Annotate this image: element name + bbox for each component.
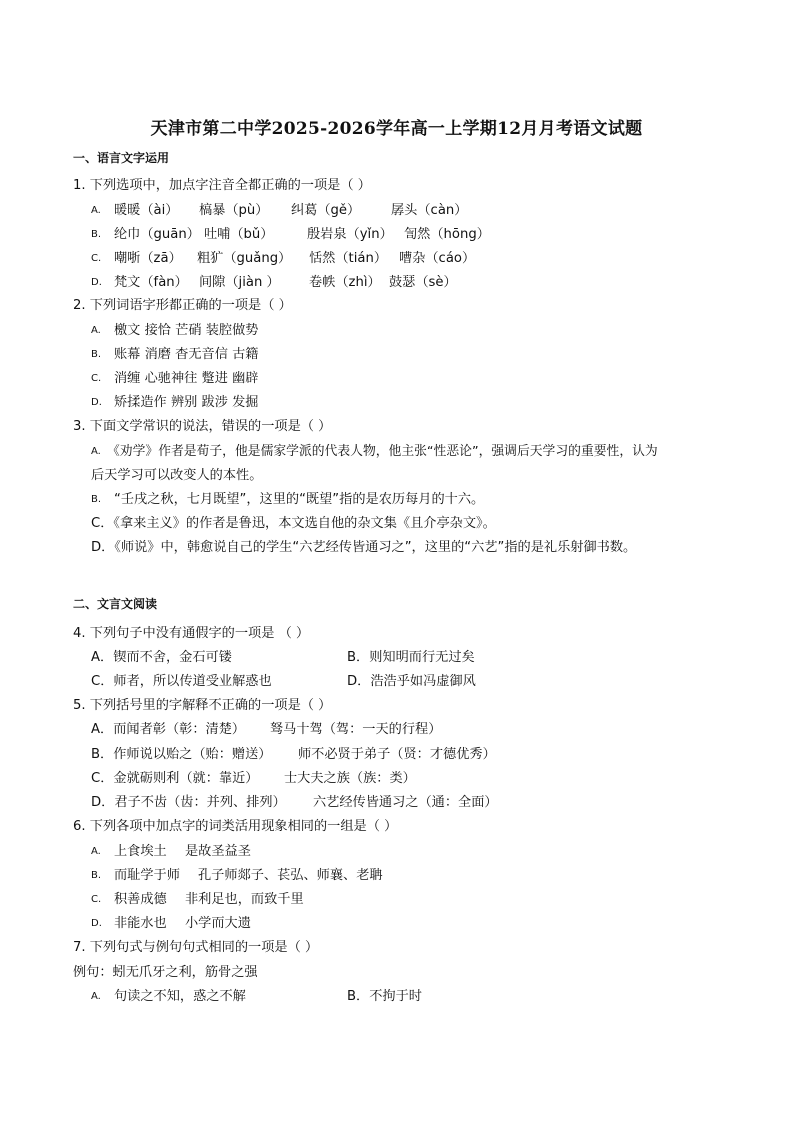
- question-5-option-a-part1: A．而闻者彰（彰：清楚）: [91, 722, 246, 737]
- question-5-option-d-part2: 六艺经传皆通习之（通：全面）: [313, 795, 498, 810]
- question-3-option-a-cont: 后天学习可以改变人的本性。: [91, 468, 263, 483]
- question-4-option-a: A．锲而不舍，金石可镂: [91, 650, 232, 665]
- question-7-stem: 7. 下列句式与例句句式相同的一项是（ ）: [73, 940, 319, 955]
- question-5-stem: 5. 下列括号里的字解释不正确的一项是（ ）: [73, 698, 332, 713]
- question-6-stem: 6. 下列各项中加点字的词类活用现象相同的一组是（ ）: [73, 819, 398, 834]
- question-5-option-c-part2: 士大夫之族（族：类）: [284, 771, 416, 786]
- question-3-option-d: D．《师说》中，韩愈说自己的学生“六艺经传皆通习之”，这里的“六艺”指的是礼乐射御书数。: [91, 540, 637, 555]
- question-4-stem: 4. 下列句子中没有通假字的一项是 （ ）: [73, 626, 310, 641]
- question-4-option-c: C．师者，所以传道受业解惑也: [91, 674, 272, 689]
- question-7-example: 例句：蚓无爪牙之利，筋骨之强: [73, 965, 258, 980]
- question-5-option-b-part1: B．作师说以贻之（贻：赠送）: [91, 747, 272, 762]
- section-heading-classical: 二、文言文阅读: [73, 597, 158, 611]
- question-5-option-b-part2: 师不必贤于弟子（贤：才德优秀）: [298, 747, 496, 762]
- question-3-stem: 3. 下面文学常识的说法，错误的一项是（ ）: [73, 419, 332, 434]
- question-3-option-c: C．《拿来主义》的作者是鲁迅，本文选自他的杂文集《且介亭杂文》。: [91, 516, 496, 531]
- question-5-option-c-part1: C．金就砺则利（就：靠近）: [91, 771, 259, 786]
- page-title: 天津市第二中学2025-2026学年高一上学期12月月考语文试题: [150, 119, 643, 139]
- section-heading-language: 一、语言文字运用: [73, 151, 170, 165]
- question-4-option-b: B．则知明而行无过矣: [347, 650, 475, 665]
- question-1-stem: 1. 下列选项中，加点字注音全都正确的一项是（ ）: [73, 178, 371, 193]
- question-4-option-d: D．浩浩乎如冯虚御风: [347, 674, 476, 689]
- question-5-option-d-part1: D．君子不齿（齿：并列、排列）: [91, 795, 286, 810]
- question-2-stem: 2. 下列词语字形都正确的一项是（ ）: [73, 298, 292, 313]
- question-5-option-a-part2: 驽马十驾（驾：一天的行程）: [270, 722, 442, 737]
- question-7-option-b: B．不拘于时: [347, 989, 422, 1004]
